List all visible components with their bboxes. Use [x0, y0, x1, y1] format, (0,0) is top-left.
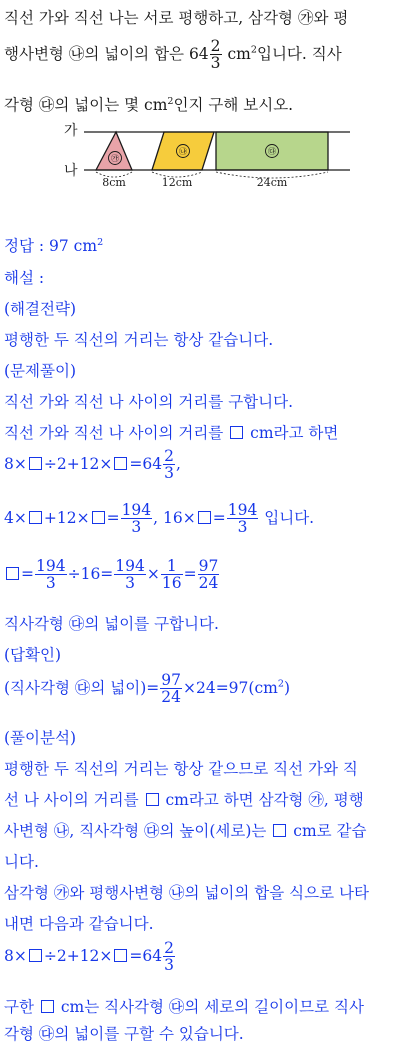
- solve-line-1: 직선 가와 직선 나 사이의 거리를 구합니다.: [4, 393, 294, 411]
- fraction-denominator: 24: [198, 574, 219, 593]
- strategy-heading: (해결전략): [4, 300, 76, 318]
- fraction: [163, 940, 175, 974]
- line-na-label: 나: [64, 163, 78, 179]
- text: 사변형 ㉯, 직사각형 ㉰의 높이(세로)는: [4, 822, 267, 840]
- solve-heading: (문제풀이): [4, 362, 76, 380]
- blank-box: [29, 457, 42, 470]
- text: 선 나 사이의 거리를: [4, 791, 139, 809]
- analysis-line-3: [4, 819, 367, 841]
- label-ga: ㉮: [111, 154, 119, 163]
- answer-line: [4, 234, 103, 256]
- unit: cm: [222, 44, 251, 63]
- text: 직사각형 ㉰의 넓이를 구합니다.: [4, 615, 219, 633]
- fraction-denominator: 24: [161, 688, 181, 707]
- check-heading: (답확인): [4, 646, 62, 664]
- dimension-8cm: 8cm: [102, 176, 126, 189]
- superscript: 2: [277, 678, 284, 690]
- fraction-numerator: 194: [227, 501, 258, 519]
- fraction-denominator: 3: [164, 464, 174, 483]
- fraction-numerator: 2: [164, 447, 174, 465]
- fraction-denominator: 3: [210, 54, 221, 73]
- blank-box: [114, 949, 127, 962]
- eq-text: , 16×: [153, 508, 196, 527]
- dimension-12cm: 12cm: [161, 176, 193, 189]
- eq-text: ×: [146, 564, 160, 583]
- fraction-numerator: 194: [36, 557, 66, 575]
- fraction-denominator: 3: [45, 574, 56, 593]
- fraction-numerator: 194: [115, 557, 145, 575]
- solve-text: 직선 가와 직선 나 사이의 거리를: [4, 424, 224, 442]
- fraction: [121, 502, 153, 536]
- fraction: [163, 448, 175, 482]
- blank-box: [6, 567, 19, 580]
- fraction: [35, 558, 67, 592]
- rect-find-text: [4, 612, 219, 634]
- blank-box: [29, 949, 42, 962]
- eq-text: =64: [129, 454, 163, 473]
- text: cm는 직사각형 ㉰의 세로의 길이이므로 직사: [60, 998, 364, 1016]
- equation-3: [4, 558, 220, 592]
- problem-text: 각형 ㉰의 넓이는 몇 cm: [4, 96, 168, 114]
- eq-text: ÷2+12×: [43, 454, 113, 473]
- blank-box: [41, 1000, 54, 1013]
- solution: [4, 0, 396, 1043]
- text: cm라고 하면 삼각형 ㉮, 평행: [165, 791, 364, 809]
- eq-text: ÷16=: [67, 564, 114, 583]
- eq-text: 8×: [4, 454, 27, 473]
- dimension-24cm: 24cm: [256, 176, 288, 189]
- blank-box: [92, 511, 105, 524]
- blank-box: [146, 793, 159, 806]
- fraction-numerator: 194: [121, 501, 152, 519]
- equation-4: [4, 940, 176, 974]
- eq-text: +12×: [43, 508, 90, 527]
- eq-text: 4×: [4, 508, 27, 527]
- eq-text: (직사각형 ㉰의 넓이)=: [4, 678, 160, 697]
- strategy-text: 평행한 두 직선의 거리는 항상 같습니다.: [4, 331, 274, 349]
- eq-text: =64: [129, 946, 163, 965]
- final-line-1: [4, 995, 364, 1017]
- text: 구한: [4, 998, 34, 1016]
- superscript: 2: [97, 236, 104, 248]
- fraction-numerator: 1: [161, 558, 183, 575]
- fraction-denominator: 16: [161, 574, 182, 593]
- eq-text: ,: [176, 454, 181, 473]
- fraction-denominator: 3: [131, 518, 142, 537]
- label-da: ㉰: [268, 147, 276, 156]
- fraction-denominator: 3: [164, 956, 174, 975]
- equation-1: [4, 448, 181, 482]
- explain-label: 해설 :: [4, 269, 45, 287]
- fraction-numerator: 2: [210, 37, 221, 55]
- eq-text: =: [212, 508, 226, 527]
- fraction-denominator: 3: [237, 518, 248, 537]
- blank-box: [273, 824, 286, 837]
- superscript: 2: [167, 95, 174, 107]
- final-line-2: 각형 ㉰의 넓이를 구할 수 있습니다.: [4, 1025, 244, 1043]
- eq-text: 8×: [4, 946, 27, 965]
- problem-text: 인지 구해 보시오.: [173, 96, 294, 114]
- fraction-numerator: 2: [164, 939, 174, 957]
- problem-text: 입니다. 직사: [256, 44, 342, 63]
- analysis-line-6: 내면 다음과 같습니다.: [4, 915, 154, 933]
- problem-text: 행사변형 ㉯의 넓이의 합은 64: [4, 44, 209, 63]
- eq-text: =: [21, 564, 34, 583]
- solve-text: cm라고 하면: [250, 424, 339, 442]
- fraction: [198, 558, 220, 592]
- fraction-numerator: 97: [198, 557, 219, 575]
- fraction: [114, 558, 146, 592]
- fraction-denominator: 3: [125, 574, 136, 593]
- fraction-numerator: 97: [161, 671, 181, 689]
- solve-line-2: [4, 421, 338, 443]
- eq-text: =: [106, 508, 120, 527]
- eq-text: 입니다.: [264, 508, 315, 527]
- analysis-line-2: [4, 788, 364, 810]
- eq-text: =: [183, 564, 197, 583]
- blank-box: [230, 426, 243, 439]
- superscript: 2: [250, 44, 257, 56]
- text: cm로 같습: [293, 822, 367, 840]
- answer-text: 정답 : 97 cm: [4, 237, 98, 255]
- blank-box: [114, 457, 127, 470]
- analysis-line-4: 니다.: [4, 853, 39, 871]
- check-equation: [4, 672, 290, 706]
- analysis-line-5: 삼각형 ㉮와 평행사변형 ㉯의 넓이의 합을 식으로 나타: [4, 884, 369, 902]
- fraction: [227, 502, 259, 536]
- analysis-line-1: 평행한 두 직선의 거리는 항상 같으므로 직선 가와 직: [4, 760, 358, 778]
- problem-line-1: 직선 가와 직선 나는 서로 평행하고, 삼각형 ㉮와 평: [4, 9, 349, 27]
- eq-text: ×24=97(cm: [182, 678, 278, 697]
- eq-text: ): [283, 678, 291, 697]
- label-na: ㉯: [179, 147, 187, 156]
- eq-text: ÷2+12×: [43, 946, 113, 965]
- blank-box: [198, 511, 211, 524]
- equation-2: [4, 502, 314, 536]
- analysis-heading: (풀이분석): [4, 729, 76, 747]
- fraction: [160, 672, 182, 706]
- blank-box: [29, 511, 42, 524]
- line-ga-label: 가: [64, 123, 78, 139]
- fraction: [161, 558, 183, 592]
